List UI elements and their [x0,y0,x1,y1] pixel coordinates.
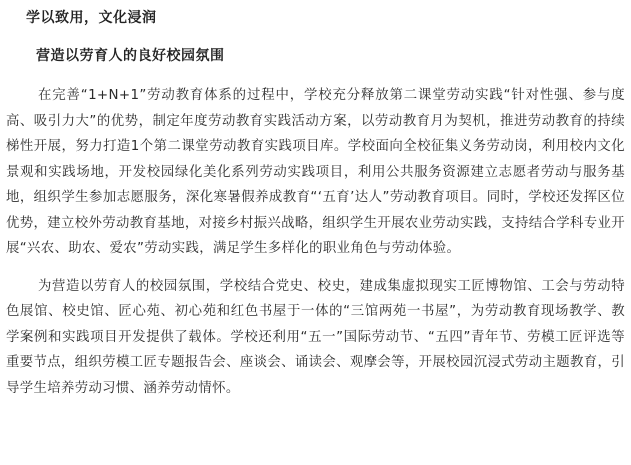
article-heading: 学以致用，文化浸润 [26,10,157,26]
article-subheading: 营造以劳育人的良好校园氛围 [36,48,225,64]
paragraph-campus-atmosphere: 为营造以劳育人的校园氛围，学校结合党史、校史，建成集虚拟现实工匠博物馆、工会与劳动特色展馆、校史馆、匠心苑、初心苑和红色书屋于一体的“三馆两苑一书屋”，为劳动教育现场教学、教学案例和实践项目开发提供了载体。学校还利用“五一”国际劳动节、“五四”青年节、劳模工匠评选等重要节点，组织劳模工匠专题报告会、座谈会、诵读会、观摩会等，开展校园沉浸式劳动主题教育，引导学生培养劳动习惯、涵养劳动情怀。 [6,278,625,396]
paragraph-labor-practice: 在完善“1+N+1”劳动教育体系的过程中，学校充分释放第二课堂劳动实践“针对性强、参与度高、吸引力大”的优势，制定年度劳动教育实践活动方案，以劳动教育月为契机，推进劳动教育的持续梯性开展，努力打造1个第二课堂劳动教育实践项目库。学校面向全校征集义务劳动岗，利用校内文化景观和实践场地，开发校园绿化美化系列劳动实践项目，利用公共服务资源建立志愿者劳动与服务基地，组织学生参加志愿服务，深化寒暑假养成教育“‘五育’达人”劳动教育项目。同时，学校还发挥区位优势，建立校外劳动教育基地，对接乡村振兴战略，组织学生开展农业劳动实践，支持结合学科专业开展“兴农、助农、爱农”劳动实践，满足学生多样化的职业角色与劳动体验。 [6,88,625,256]
